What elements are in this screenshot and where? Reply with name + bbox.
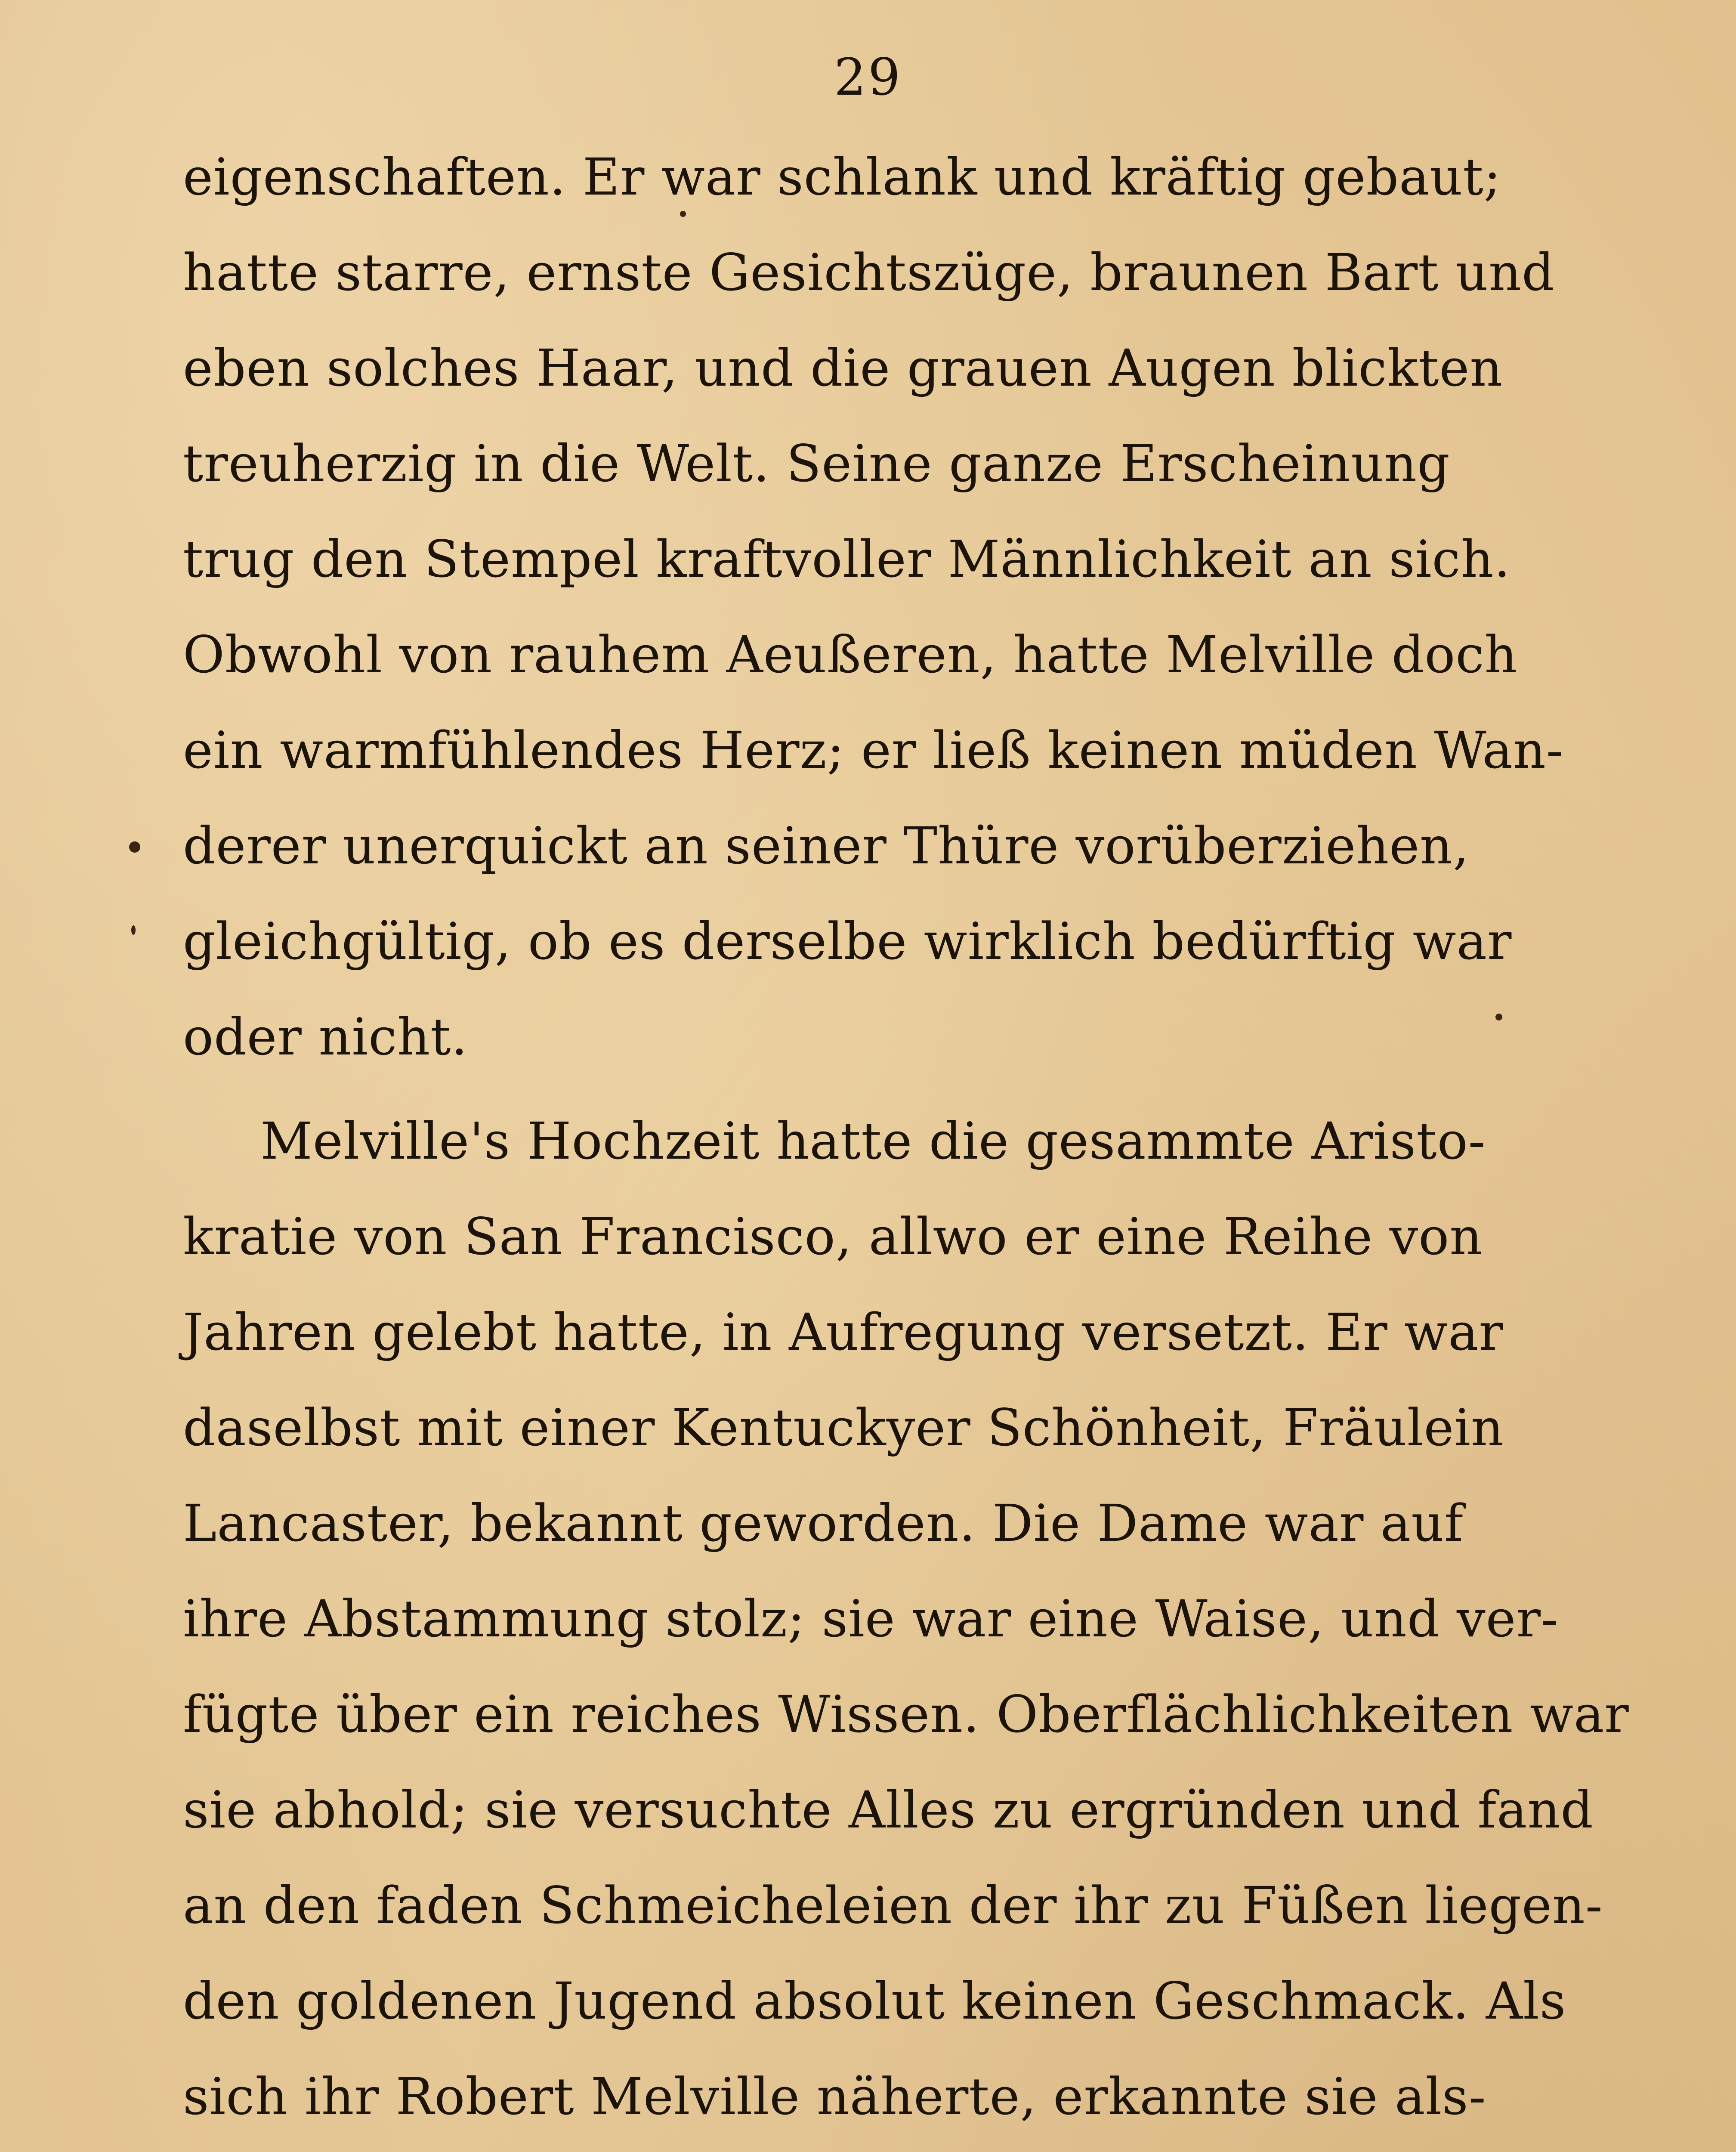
- paragraph-1: [183, 129, 1564, 1085]
- text-line: Obwohl von rauhem Aeußeren, hatte Melville doch: [183, 625, 1518, 684]
- paper-speck: [131, 925, 136, 935]
- text-line: gleichgültig, ob es derselbe wirklich bedürftig war: [183, 912, 1512, 971]
- text-line: ein warmfühlendes Herz; er ließ keinen müden Wan-: [183, 720, 1564, 780]
- text-line: eigenschaften. Er war schlank und kräftig gebaut;: [183, 147, 1501, 207]
- text-line: sich ihr Robert Melville näherte, erkannte sie als-: [183, 2067, 1486, 2126]
- text-line: Lancaster, bekannt geworden. Die Dame war auf: [183, 1493, 1464, 1553]
- paper-speck: [129, 841, 140, 853]
- text-line: treuherzig in die Welt. Seine ganze Erscheinung: [183, 434, 1450, 493]
- text-line: hatte starre, ernste Gesichtszüge, braunen Bart und: [183, 243, 1555, 302]
- text-line: trug den Stempel kraftvoller Männlichkeit an sich.: [183, 529, 1511, 589]
- text-line: Jahren gelebt hatte, in Aufregung versetzt. Er war: [183, 1302, 1504, 1362]
- page-number: 29: [834, 47, 902, 107]
- text-line: ihre Abstammung stolz; sie war eine Waise, und ver-: [183, 1589, 1559, 1648]
- text-line: sie abhold; sie versuchte Alles zu ergründen und fand: [183, 1780, 1594, 1840]
- text-line: daselbst mit einer Kentuckyer Schönheit, Fräulein: [183, 1398, 1504, 1457]
- body-text: [183, 129, 1629, 2152]
- text-line: [183, 2144, 1444, 2152]
- text-line: derer unerquickt an seiner Thüre vorüberziehen,: [183, 816, 1470, 875]
- text-line: kratie von San Francisco, allwo er eine Reihe von: [183, 1207, 1483, 1266]
- text-line: fügte über ein reiches Wissen. Oberflächlichkeiten war: [183, 1685, 1629, 1744]
- text-line: oder nicht.: [183, 1007, 468, 1067]
- text-line: eben solches Haar, und die grauen Augen blickten: [183, 338, 1503, 398]
- paper-speck: [1495, 1014, 1502, 1020]
- text-line: Melville's Hochzeit hatte die gesammte Aristo-: [260, 1111, 1486, 1171]
- paragraph-gap: [183, 1085, 1444, 1093]
- text-line: den goldenen Jugend absolut keinen Geschmack. Als: [183, 1971, 1566, 2031]
- paragraph-2: [183, 1093, 1629, 2152]
- paper-speck: [680, 211, 686, 217]
- text-line: an den faden Schmeicheleien der ihr zu Füßen liegen-: [183, 1876, 1603, 1935]
